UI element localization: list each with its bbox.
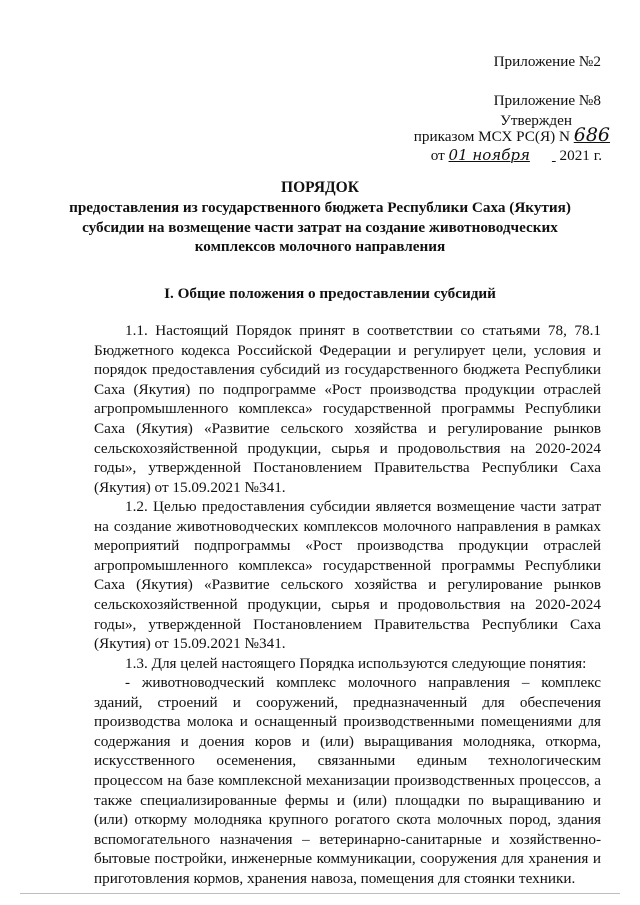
date-handwritten: 01 ноября: [448, 146, 530, 164]
text-line: Саха (Якутия) «Развитие сельского хозяйства и регулирование рынков: [94, 419, 601, 437]
text-line: (или) откорму молодняка крупного рогатого скота молочных пород, здания: [94, 811, 601, 829]
appendix-2-label: Приложение №2: [493, 53, 601, 70]
text-line: порядок предоставления субсидий из государственного бюджета Республики: [94, 361, 601, 379]
paragraph-1-1: [94, 321, 601, 497]
text-line: процессом на базе комплексной механизации производственных процессов, а: [94, 771, 601, 789]
text-line: агропромышленного комплекса» государственной программы Республики: [94, 556, 601, 574]
definition-paragraph: [94, 673, 601, 889]
text-line: (Якутия) от 15.09.2021 №341.: [94, 478, 286, 496]
text-line: Саха (Якутия) по подпрограмме «Рост производства продукции отраслей: [94, 380, 601, 398]
text-line: приготовления кормов, хранения навоза, помещения для стоянки техники.: [94, 869, 576, 887]
doc-subtitle-line-1: предоставления из государственного бюджета Республики Саха (Якутия): [69, 199, 571, 216]
order-prefix: приказом МСХ РС(Я) N: [413, 128, 570, 145]
text-line: бытовые постройки, инженерные коммуникации, сооружения для хранения и: [94, 850, 601, 868]
text-line: мероприятий подпрограммы «Рост производства продукции отраслей: [94, 537, 601, 555]
date-blank: [534, 146, 556, 166]
appendix-8-label: Приложение №8: [493, 92, 601, 109]
text-line: зданий, строений и сооружений, предназначенный для обеспечения: [94, 693, 601, 711]
date-line: [431, 146, 602, 166]
order-line: [414, 126, 610, 147]
text-line: вспомогательного назначения – ветеринарно-санитарные и хозяйственно-: [94, 830, 601, 848]
text-line: Саха (Якутия) «Развитие сельского хозяйства и регулирование рынков: [94, 576, 601, 594]
text-line: годы», утвержденной Постановлением Правительства Республики Саха: [94, 615, 601, 633]
text-line: также специализированные фермы и (или) площадки по выращиванию и: [94, 791, 601, 809]
doc-title: ПОРЯДОК: [281, 179, 359, 196]
paragraph-1-3: [94, 654, 601, 674]
text-line: годы», утвержденной Постановлением Правительства Республики Саха: [94, 459, 601, 477]
text-line: содержания и доения коров и (или) выращивания молодняка, откорма,: [94, 732, 601, 750]
text-line: искусственного осеменения, связанными единым технологическим: [94, 752, 601, 770]
text-line: 1.2. Целью предоставления субсидии является возмещение части затрат: [125, 498, 601, 515]
date-prefix: от: [430, 147, 445, 164]
doc-subtitle-line-3: комплексов молочного направления: [194, 238, 446, 255]
text-line: агропромышленного комплекса» государственной программы Республики: [94, 400, 601, 418]
text-line: 1.1. Настоящий Порядок принят в соответствии со статьями 78, 78.1: [125, 322, 601, 339]
text-line: производства молока и оснащенный производственными помещениями для: [94, 713, 601, 731]
text-line: сельскохозяйственной продукции, сырья и продовольствия на 2020-2024: [94, 439, 601, 457]
text-line: (Якутия) от 15.09.2021 №341.: [94, 635, 286, 653]
order-number-handwritten: 686: [573, 124, 610, 146]
text-line: - животноводческий комплекс молочного направления – комплекс: [125, 674, 601, 691]
text-line: на создание животноводческих комплексов молочного направления в рамках: [94, 517, 601, 535]
text-line: Бюджетного кодекса Российской Федерации и регулирует цели, условия и: [94, 341, 601, 359]
approved-label: Утвержден: [500, 112, 572, 129]
date-suffix: 2021 г.: [559, 147, 602, 164]
paragraph-1-2: [94, 497, 601, 654]
text-line: 1.3. Для целей настоящего Порядка используются следующие понятия:: [125, 655, 587, 672]
scan-edge-line: [20, 893, 620, 894]
section-heading: I. Общие положения о предоставлении субсидий: [164, 285, 496, 302]
text-line: сельскохозяйственной продукции, сырья и продовольствия на 2020-2024: [94, 595, 601, 613]
doc-subtitle-line-2: субсидии на возмещение части затрат на создание животноводческих: [82, 219, 558, 236]
